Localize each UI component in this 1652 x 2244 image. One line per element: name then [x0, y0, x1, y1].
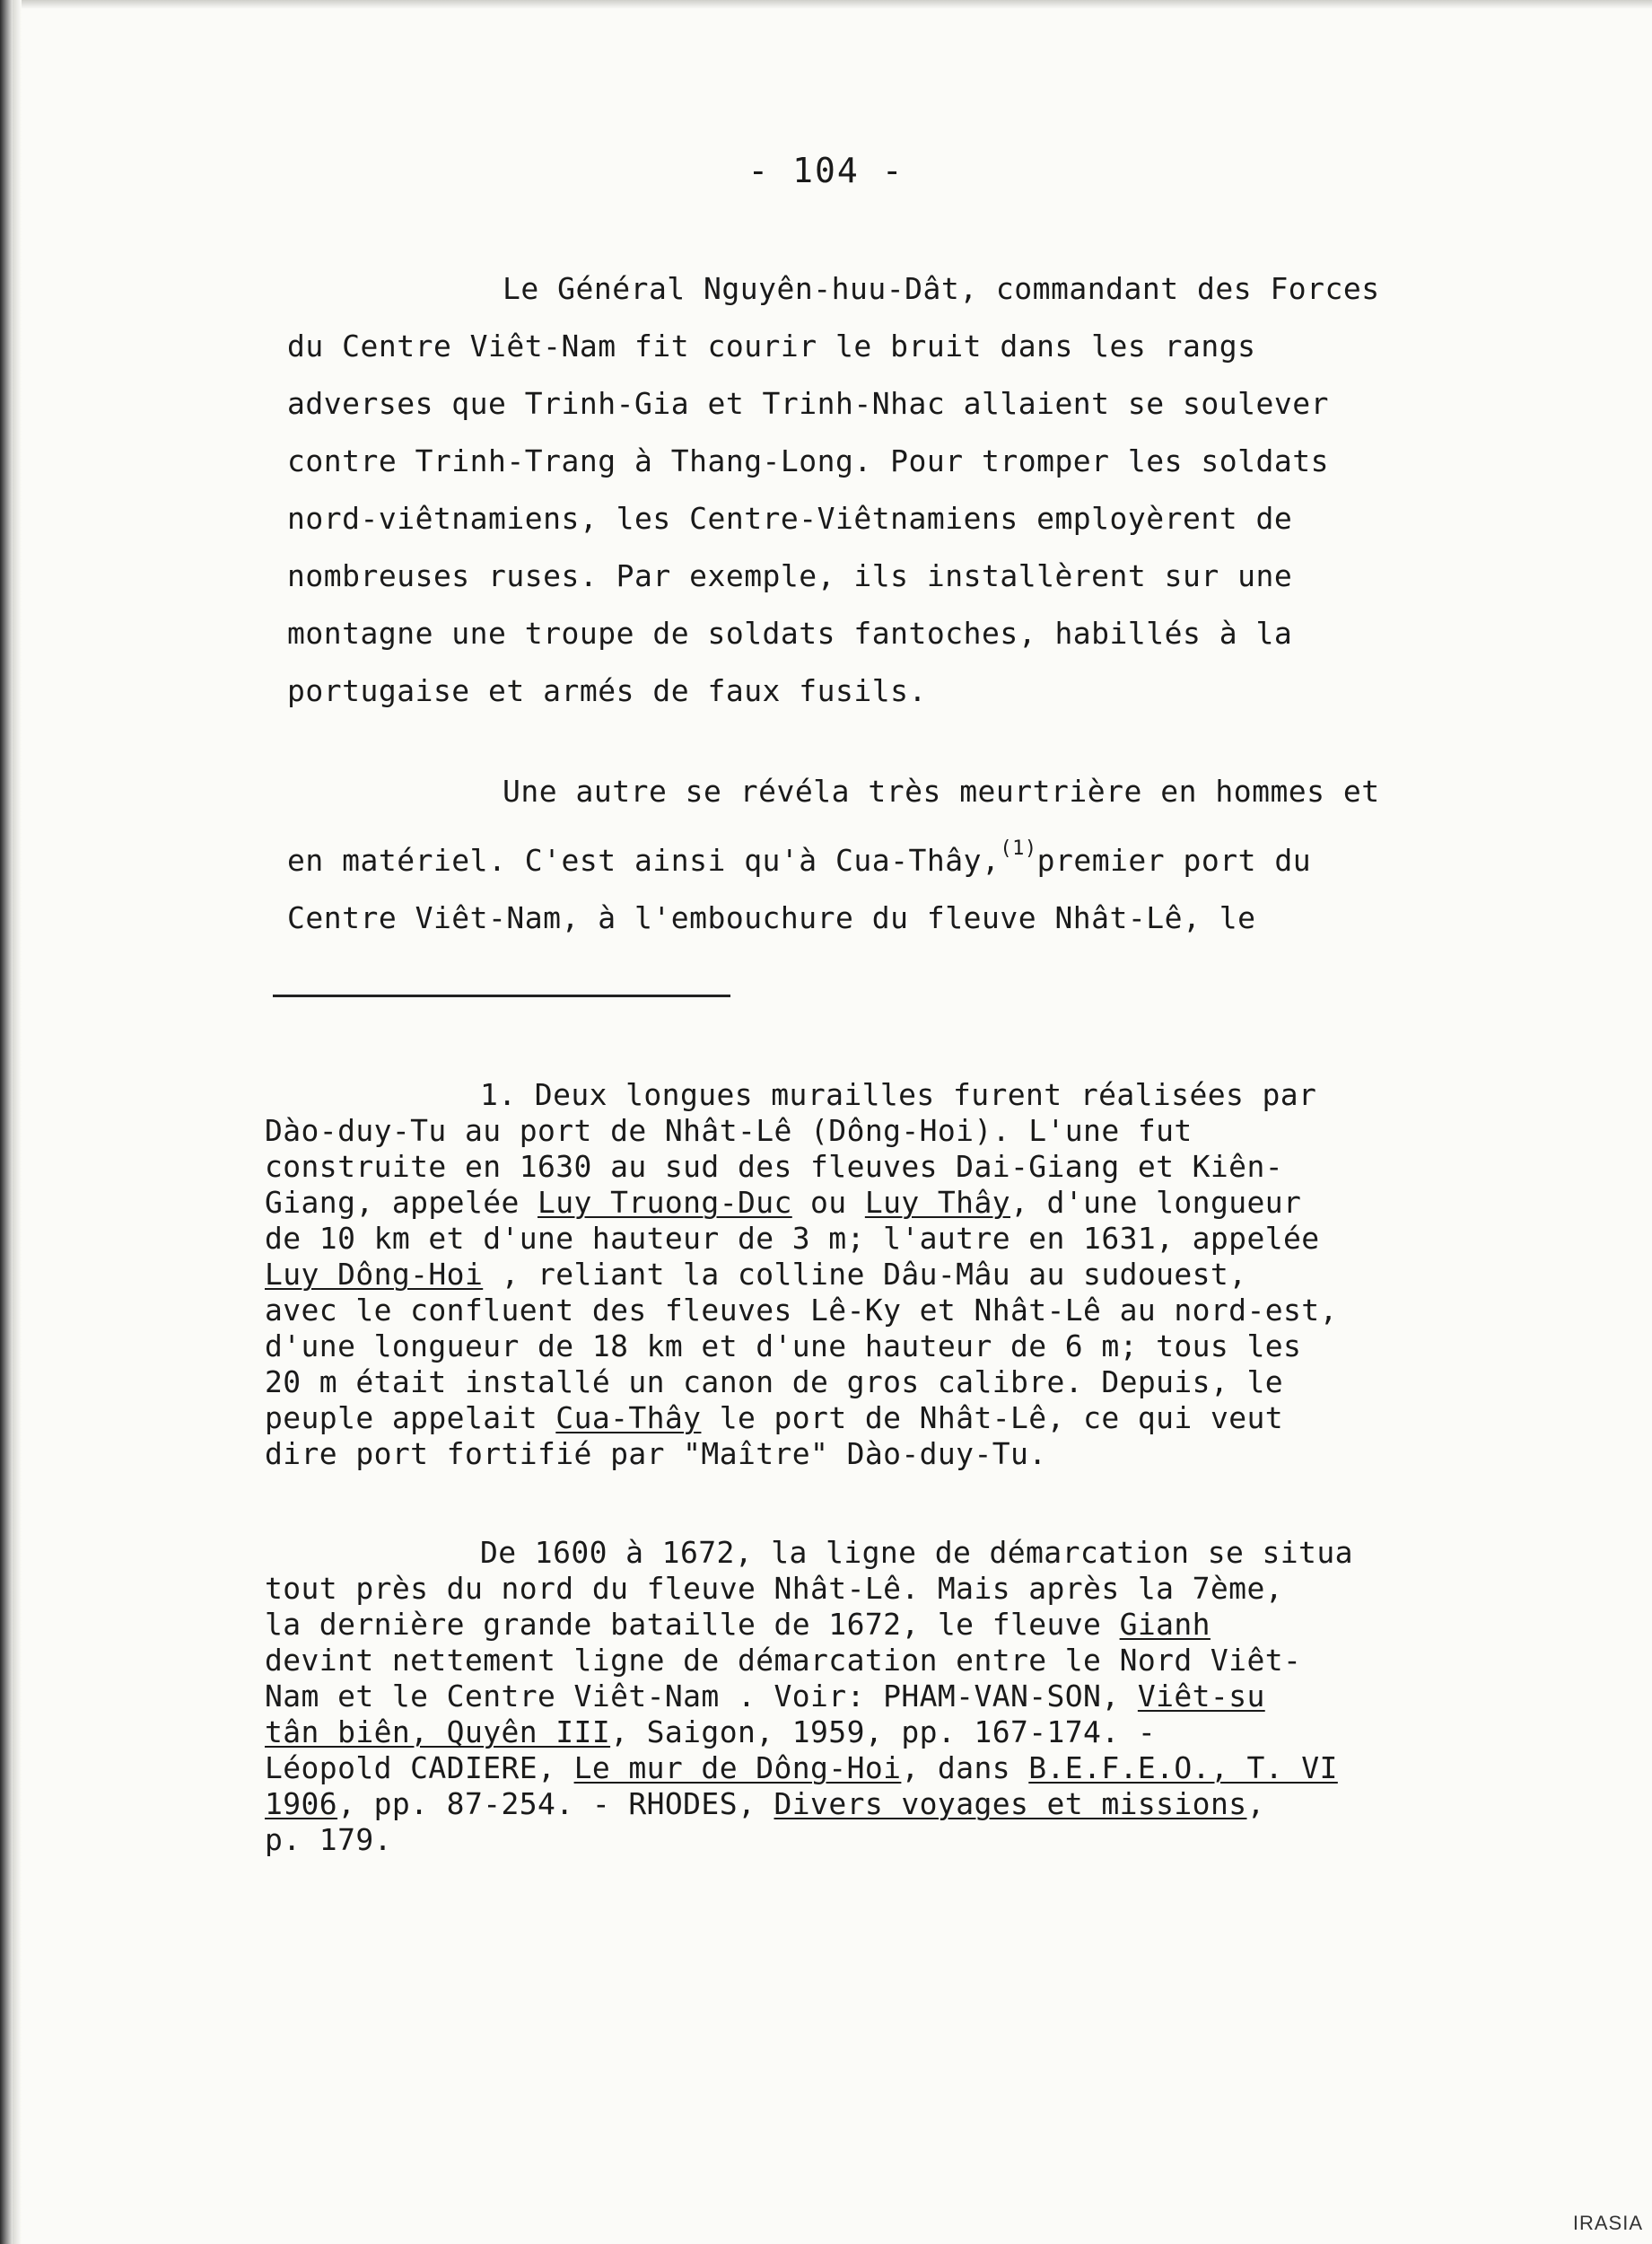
underlined-term: Cua-Thây: [555, 1400, 702, 1435]
text-line: portugaise et armés de faux fusils.: [287, 673, 927, 708]
underlined-term: Luy Truong-Duc: [538, 1185, 792, 1220]
text-fragment: , Saigon, 1959, pp. 167-174. -: [610, 1714, 1157, 1749]
text-fragment: ou: [791, 1185, 865, 1220]
text-fragment: le port de Nhât-Lê, ce qui veut: [701, 1400, 1284, 1435]
text-line: nombreuses ruses. Par exemple, ils installèrent sur une: [287, 558, 1293, 593]
underlined-term: 1906: [265, 1786, 338, 1821]
text-fragment: Léopold CADIERE,: [265, 1750, 574, 1785]
footnote-line: [265, 1679, 1557, 1714]
footnote-line: [265, 1400, 1557, 1436]
footnote-line: [265, 1185, 1557, 1221]
footnote-line: [265, 1607, 1557, 1643]
text-line: adverses que Trinh-Gia et Trinh-Nhac allaient se soulever: [287, 386, 1329, 421]
underlined-term: Luy Dông-Hoi: [265, 1257, 484, 1292]
text-fragment: Giang, appelée: [265, 1185, 538, 1220]
text-fragment: peuple appelait: [265, 1400, 556, 1435]
footnote-line: [265, 1750, 1557, 1786]
footnote-line: De 1600 à 1672, la ligne de démarcation se situa: [480, 1535, 1353, 1570]
footnote-line: d'une longueur de 18 km et d'une hauteur de 6 m; tous les: [265, 1328, 1302, 1363]
page-number: - 104 -: [747, 151, 905, 190]
underlined-term: Gianh: [1119, 1607, 1211, 1642]
text-fragment: , dans: [901, 1750, 1029, 1785]
footnote-line: construite en 1630 au sud des fleuves Dai-Giang et Kiên-: [265, 1149, 1283, 1184]
underlined-term: Viêt-su: [1137, 1679, 1265, 1714]
footnote-separator: [273, 995, 730, 997]
footnote-line: 20 m était installé un canon de gros calibre. Depuis, le: [265, 1364, 1283, 1399]
text-line: Centre Viêt-Nam, à l'embouchure du fleuve Nhât-Lê, le: [287, 900, 1256, 935]
footnote-line: tout près du nord du fleuve Nhât-Lê. Mais après la 7ème,: [265, 1571, 1283, 1606]
footnote-reference: (1): [1000, 837, 1037, 860]
text-fragment: premier port du: [1036, 843, 1312, 878]
footnote-line: 1. Deux longues murailles furent réalisées par: [480, 1077, 1317, 1112]
text-line: Le Général Nguyên-huu-Dât, commandant des Forces: [503, 271, 1380, 306]
footnote-line: dire port fortifié par "Maître" Dào-duy-Tu.: [265, 1436, 1047, 1471]
text-fragment: , d'une longueur: [1010, 1185, 1302, 1220]
scan-binding-edge: [0, 0, 13, 2244]
underlined-term: Divers voyages et missions: [774, 1786, 1247, 1821]
paragraph-2: [287, 763, 1561, 947]
text-fragment: ,: [1246, 1786, 1265, 1821]
footnote-1-continued: [265, 1535, 1557, 1858]
footnote-line: devint nettement ligne de démarcation entre le Nord Viêt-: [265, 1643, 1302, 1678]
footnote-line: [265, 1257, 1557, 1293]
text-line: contre Trinh-Trang à Thang-Long. Pour tromper les soldats: [287, 443, 1329, 478]
footnote-line: de 10 km et d'une hauteur de 3 m; l'autre en 1631, appelée: [265, 1221, 1320, 1256]
footnote-line: avec le confluent des fleuves Lê-Ky et Nhât-Lê au nord-est,: [265, 1293, 1338, 1328]
scan-top-edge: [0, 0, 1652, 9]
text-line: nord-viêtnamiens, les Centre-Viêtnamiens employèrent de: [287, 501, 1293, 536]
footnote-line: Dào-duy-Tu au port de Nhât-Lê (Dông-Hoi). L'une fut: [265, 1113, 1193, 1148]
text-fragment: Nam et le Centre Viêt-Nam . Voir: PHAM-VAN-SON,: [265, 1679, 1138, 1714]
text-line: du Centre Viêt-Nam fit courir le bruit dans les rangs: [287, 329, 1256, 364]
footnote-line: p. 179.: [265, 1822, 392, 1857]
scan-binding-shadow: [13, 0, 22, 2244]
text-line: montagne une troupe de soldats fantoches, habillés à la: [287, 616, 1293, 651]
underlined-term: B.E.F.E.O., T. VI: [1028, 1750, 1338, 1785]
text-fragment: en matériel. C'est ainsi qu'à Cua-Thây,: [287, 843, 1001, 878]
footnote-line: [265, 1786, 1557, 1822]
paragraph-1: [287, 260, 1561, 720]
text-fragment: , reliant la colline Dâu-Mâu au sudouest,: [483, 1257, 1247, 1292]
underlined-term: Le mur de Dông-Hoi: [573, 1750, 902, 1785]
text-line: Une autre se révéla très meurtrière en hommes et: [503, 774, 1380, 809]
footnote-1: [265, 1077, 1557, 1472]
underlined-term: Luy Thây: [864, 1185, 1010, 1220]
underlined-term: tân biên, Quyên III: [265, 1714, 611, 1749]
text-fragment: la dernière grande bataille de 1672, le fleuve: [265, 1607, 1120, 1642]
footnote-line: [265, 1714, 1557, 1750]
text-fragment: , pp. 87-254. - RHODES,: [337, 1786, 774, 1821]
text-line: [287, 820, 1561, 890]
watermark: IRASIA: [1572, 2212, 1643, 2234]
